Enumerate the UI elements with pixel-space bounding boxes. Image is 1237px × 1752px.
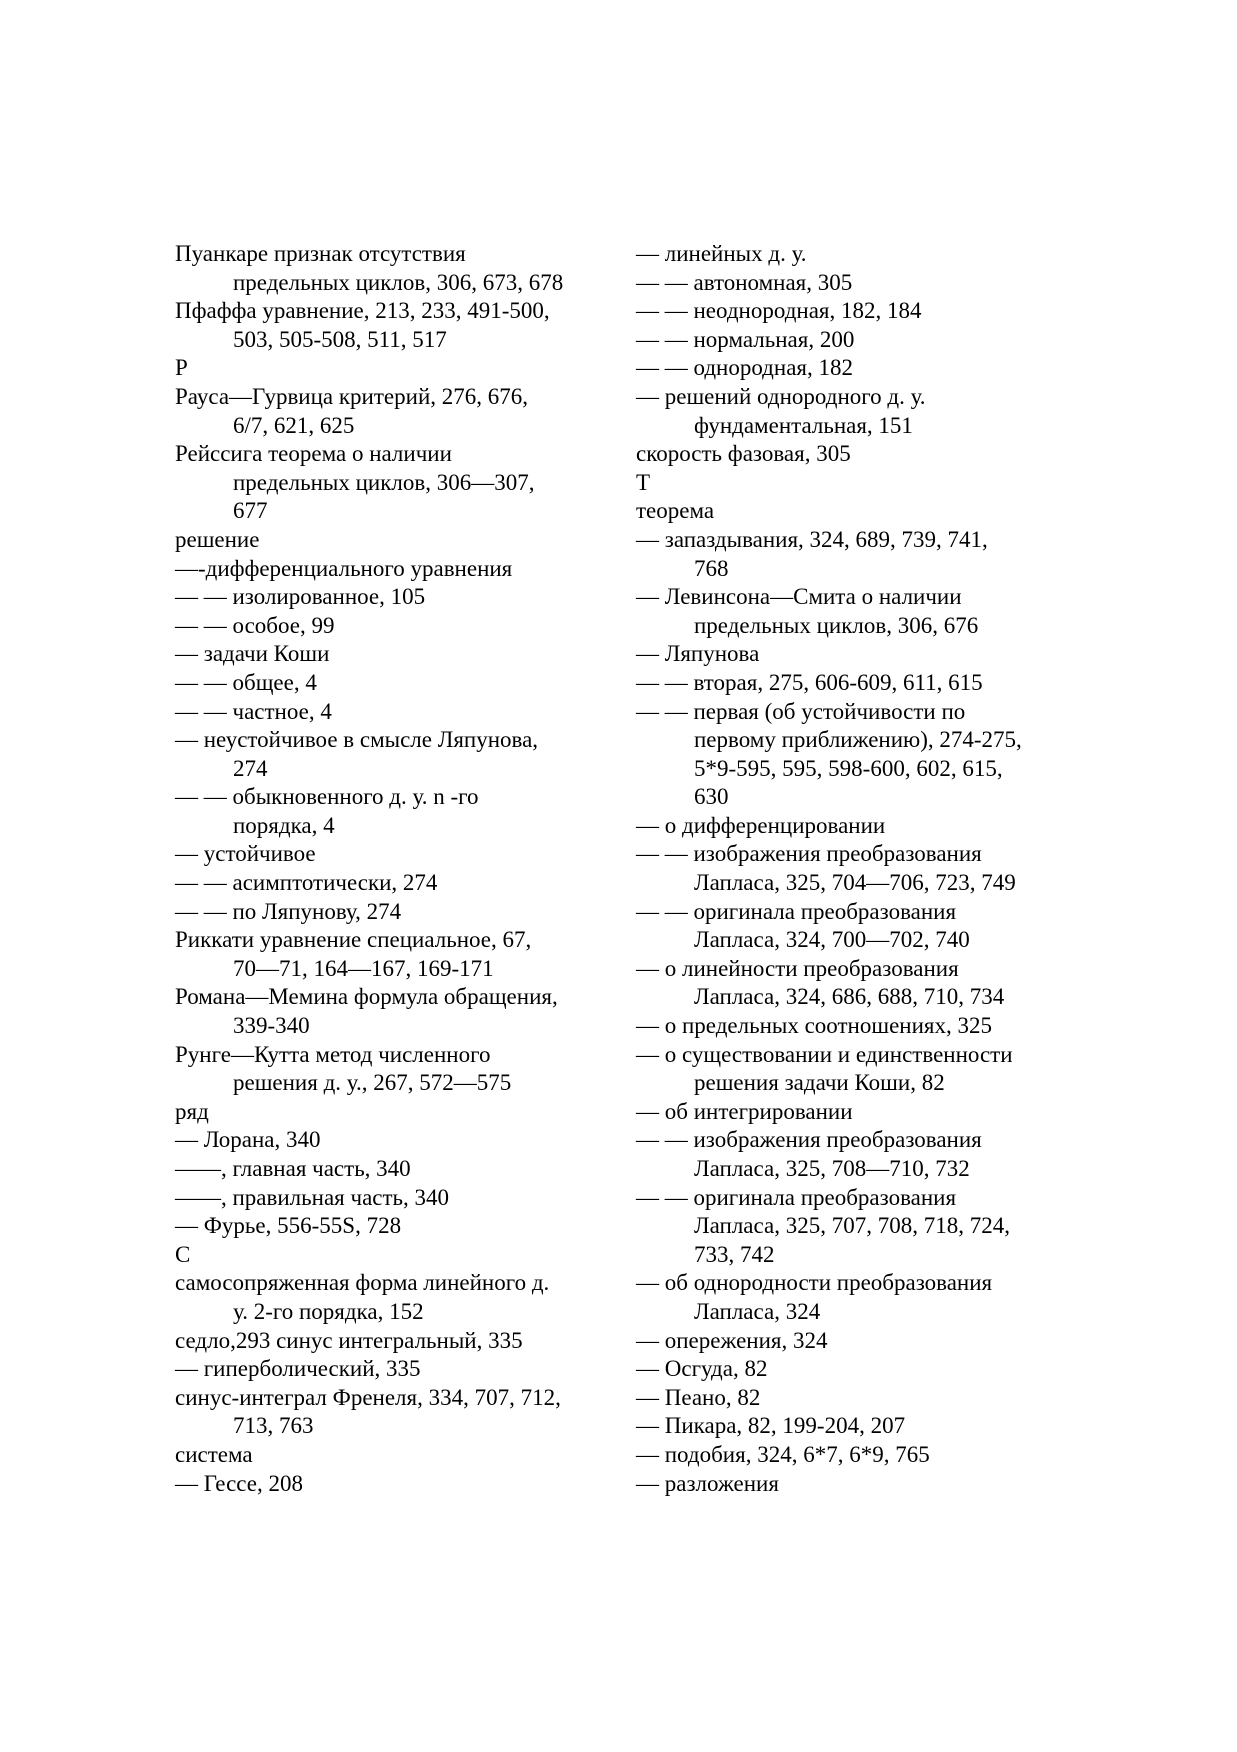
index-entry-line: 339-340 bbox=[233, 1013, 310, 1039]
index-entry-line: 6/7, 621, 625 bbox=[233, 412, 355, 438]
index-entry-line: 677 bbox=[233, 498, 268, 524]
index-entry-line: — Фурье, 556-55S, 728 bbox=[175, 1213, 402, 1239]
index-entry-line: — — по Ляпунову, 274 bbox=[175, 898, 402, 924]
index-entry-line: — Пеано, 82 bbox=[636, 1384, 761, 1410]
index-entry-line: — Осгуда, 82 bbox=[636, 1356, 768, 1382]
index-entry-line: — разложения bbox=[636, 1470, 779, 1496]
index-entry-line: Пуанкаре признак отсутствия bbox=[175, 241, 466, 266]
index-entry-line: 503, 505-508, 511, 517 bbox=[233, 326, 447, 352]
index-entry-line: 768 bbox=[694, 555, 729, 581]
index-entry-line: первому приближению), 274-275, bbox=[694, 727, 1022, 753]
index-entry-line: — — изолированное, 105 bbox=[175, 584, 426, 610]
index-entry-line: — — общее, 4 bbox=[175, 669, 317, 695]
index-entry-line: седло,293 синус интегральный, 335 bbox=[175, 1327, 523, 1353]
index-entry-line: — о существовании и единственности bbox=[636, 1041, 1013, 1067]
index-entry-line: Романа—Мемина формула обращения, bbox=[175, 984, 558, 1010]
index-column-left bbox=[175, 240, 625, 1498]
index-entry-line: самосопряженная форма линейного д. bbox=[175, 1270, 550, 1296]
index-entry-line: решения задачи Коши, 82 bbox=[694, 1070, 945, 1096]
index-entry-line: — гиперболический, 335 bbox=[175, 1356, 421, 1382]
index-entry-line: предельных циклов, 306, 676 bbox=[694, 612, 979, 638]
index-entry-line: ——, правильная часть, 340 bbox=[175, 1184, 450, 1210]
index-entry-line: система bbox=[175, 1441, 253, 1467]
index-entry-line: Лапласа, 324, 700—702, 740 bbox=[694, 927, 970, 953]
index-entry-line: Р bbox=[175, 355, 188, 381]
index-entry-line: Риккати уравнение специальное, 67, bbox=[175, 927, 532, 953]
index-entry-line: — решений однородного д. у. bbox=[636, 383, 926, 409]
index-column-right bbox=[636, 240, 1076, 1498]
index-entry-line: 70—71, 164—167, 169-171 bbox=[233, 955, 494, 981]
index-entry-line: ряд bbox=[175, 1098, 209, 1124]
index-entry-line: — запаздывания, 324, 689, 739, 741, bbox=[636, 526, 988, 552]
index-entry-line: — — асимптотически, 274 bbox=[175, 870, 438, 896]
index-entry-line: — — особое, 99 bbox=[175, 612, 335, 638]
index-entry-line: — — автономная, 305 bbox=[636, 269, 853, 295]
index-entry-line: предельных циклов, 306—307, bbox=[233, 469, 535, 495]
index-entry-line: — неустойчивое в смысле Ляпунова, bbox=[175, 727, 539, 753]
index-entry-line: — Пикара, 82, 199-204, 207 bbox=[636, 1413, 906, 1439]
index-entry-line: — — изображения преобразования bbox=[636, 1127, 982, 1153]
index-entry-line: — задачи Коши bbox=[175, 641, 330, 667]
index-entry-line: — Гессе, 208 bbox=[175, 1470, 303, 1496]
index-entry-line: — Ляпунова bbox=[636, 641, 760, 667]
index-entry-line: — — обыкновенного д. у. n -го bbox=[175, 784, 479, 810]
index-entry-line: Рунге—Кутта метод численного bbox=[175, 1041, 491, 1067]
index-entry-line: — — оригинала преобразования bbox=[636, 898, 957, 924]
index-entry-line: Лапласа, 325, 708—710, 732 bbox=[694, 1156, 970, 1181]
index-entry-line: — — частное, 4 bbox=[175, 698, 332, 724]
index-entry-line: Лапласа, 325, 704—706, 723, 749 bbox=[694, 870, 1016, 896]
index-entry-line: — опережения, 324 bbox=[636, 1327, 828, 1353]
index-entry-line: Т bbox=[636, 469, 651, 495]
index-entry-line: Рауса—Гурвица критерий, 276, 676, bbox=[175, 383, 528, 409]
index-entry-line: решения д. у., 267, 572—575 bbox=[233, 1070, 512, 1096]
index-entry-line: — — нормальная, 200 bbox=[636, 326, 855, 352]
index-entry-line: С bbox=[175, 1241, 191, 1267]
index-entry-line: Пфаффа уравнение, 213, 233, 491-500, bbox=[175, 298, 550, 324]
index-entry-line: — Левинсона—Смита о наличии bbox=[636, 584, 962, 610]
index-entry-line: — о предельных соотношениях, 325 bbox=[636, 1013, 992, 1039]
index-entry-line: — об интегрировании bbox=[636, 1098, 853, 1124]
index-entry-line: — Лорана, 340 bbox=[175, 1127, 321, 1153]
index-entry-line: — об однородности преобразования bbox=[636, 1270, 993, 1296]
index-entry-line: ——, главная часть, 340 bbox=[175, 1156, 411, 1181]
index-entry-line: — устойчивое bbox=[175, 841, 316, 867]
index-entry-line: Лапласа, 324, 686, 688, 710, 734 bbox=[694, 984, 1005, 1010]
index-entry-line: у. 2-го порядка, 152 bbox=[233, 1298, 424, 1324]
index-entry-line: порядка, 4 bbox=[233, 812, 335, 838]
index-entry-line: — — первая (об устойчивости по bbox=[636, 698, 966, 724]
index-entry-line: Рейссига теорема о наличии bbox=[175, 441, 452, 467]
index-entry-line: — линейных д. у. bbox=[636, 241, 807, 266]
index-entry-line: — — вторая, 275, 606-609, 611, 615 bbox=[636, 669, 983, 695]
index-entry-line: 5*9-595, 595, 598-600, 602, 615, bbox=[694, 755, 1003, 781]
index-entry-line: — — оригинала преобразования bbox=[636, 1184, 957, 1210]
index-entry-line: Лапласа, 324 bbox=[694, 1298, 821, 1324]
index-entry-line: — о дифференцировании bbox=[636, 812, 886, 838]
index-entry-line: — подобия, 324, 6*7, 6*9, 765 bbox=[636, 1441, 930, 1467]
index-entry-line: 713, 763 bbox=[233, 1413, 314, 1439]
index-entry-line: Лапласа, 325, 707, 708, 718, 724, bbox=[694, 1213, 1010, 1239]
index-entry-line: решение bbox=[175, 526, 260, 552]
index-entry-line: 274 bbox=[233, 755, 268, 781]
index-entry-line: — — неоднородная, 182, 184 bbox=[636, 298, 922, 324]
index-entry-line: — — изображения преобразования bbox=[636, 841, 982, 867]
index-entry-line: теорема bbox=[636, 498, 715, 524]
index-entry-line: 733, 742 bbox=[694, 1241, 775, 1267]
index-entry-line: синус-интеграл Френеля, 334, 707, 712, bbox=[175, 1384, 561, 1410]
index-entry-line: — о линейности преобразования bbox=[636, 955, 959, 981]
index-entry-line: 630 bbox=[694, 784, 729, 810]
index-entry-line: скорость фазовая, 305 bbox=[636, 441, 851, 467]
index-entry-line: — — однородная, 182 bbox=[636, 355, 853, 381]
index-entry-line: —-дифференциального уравнения bbox=[175, 555, 513, 581]
index-entry-line: предельных циклов, 306, 673, 678 bbox=[233, 269, 564, 295]
index-entry-line: фундаментальная, 151 bbox=[694, 412, 913, 438]
